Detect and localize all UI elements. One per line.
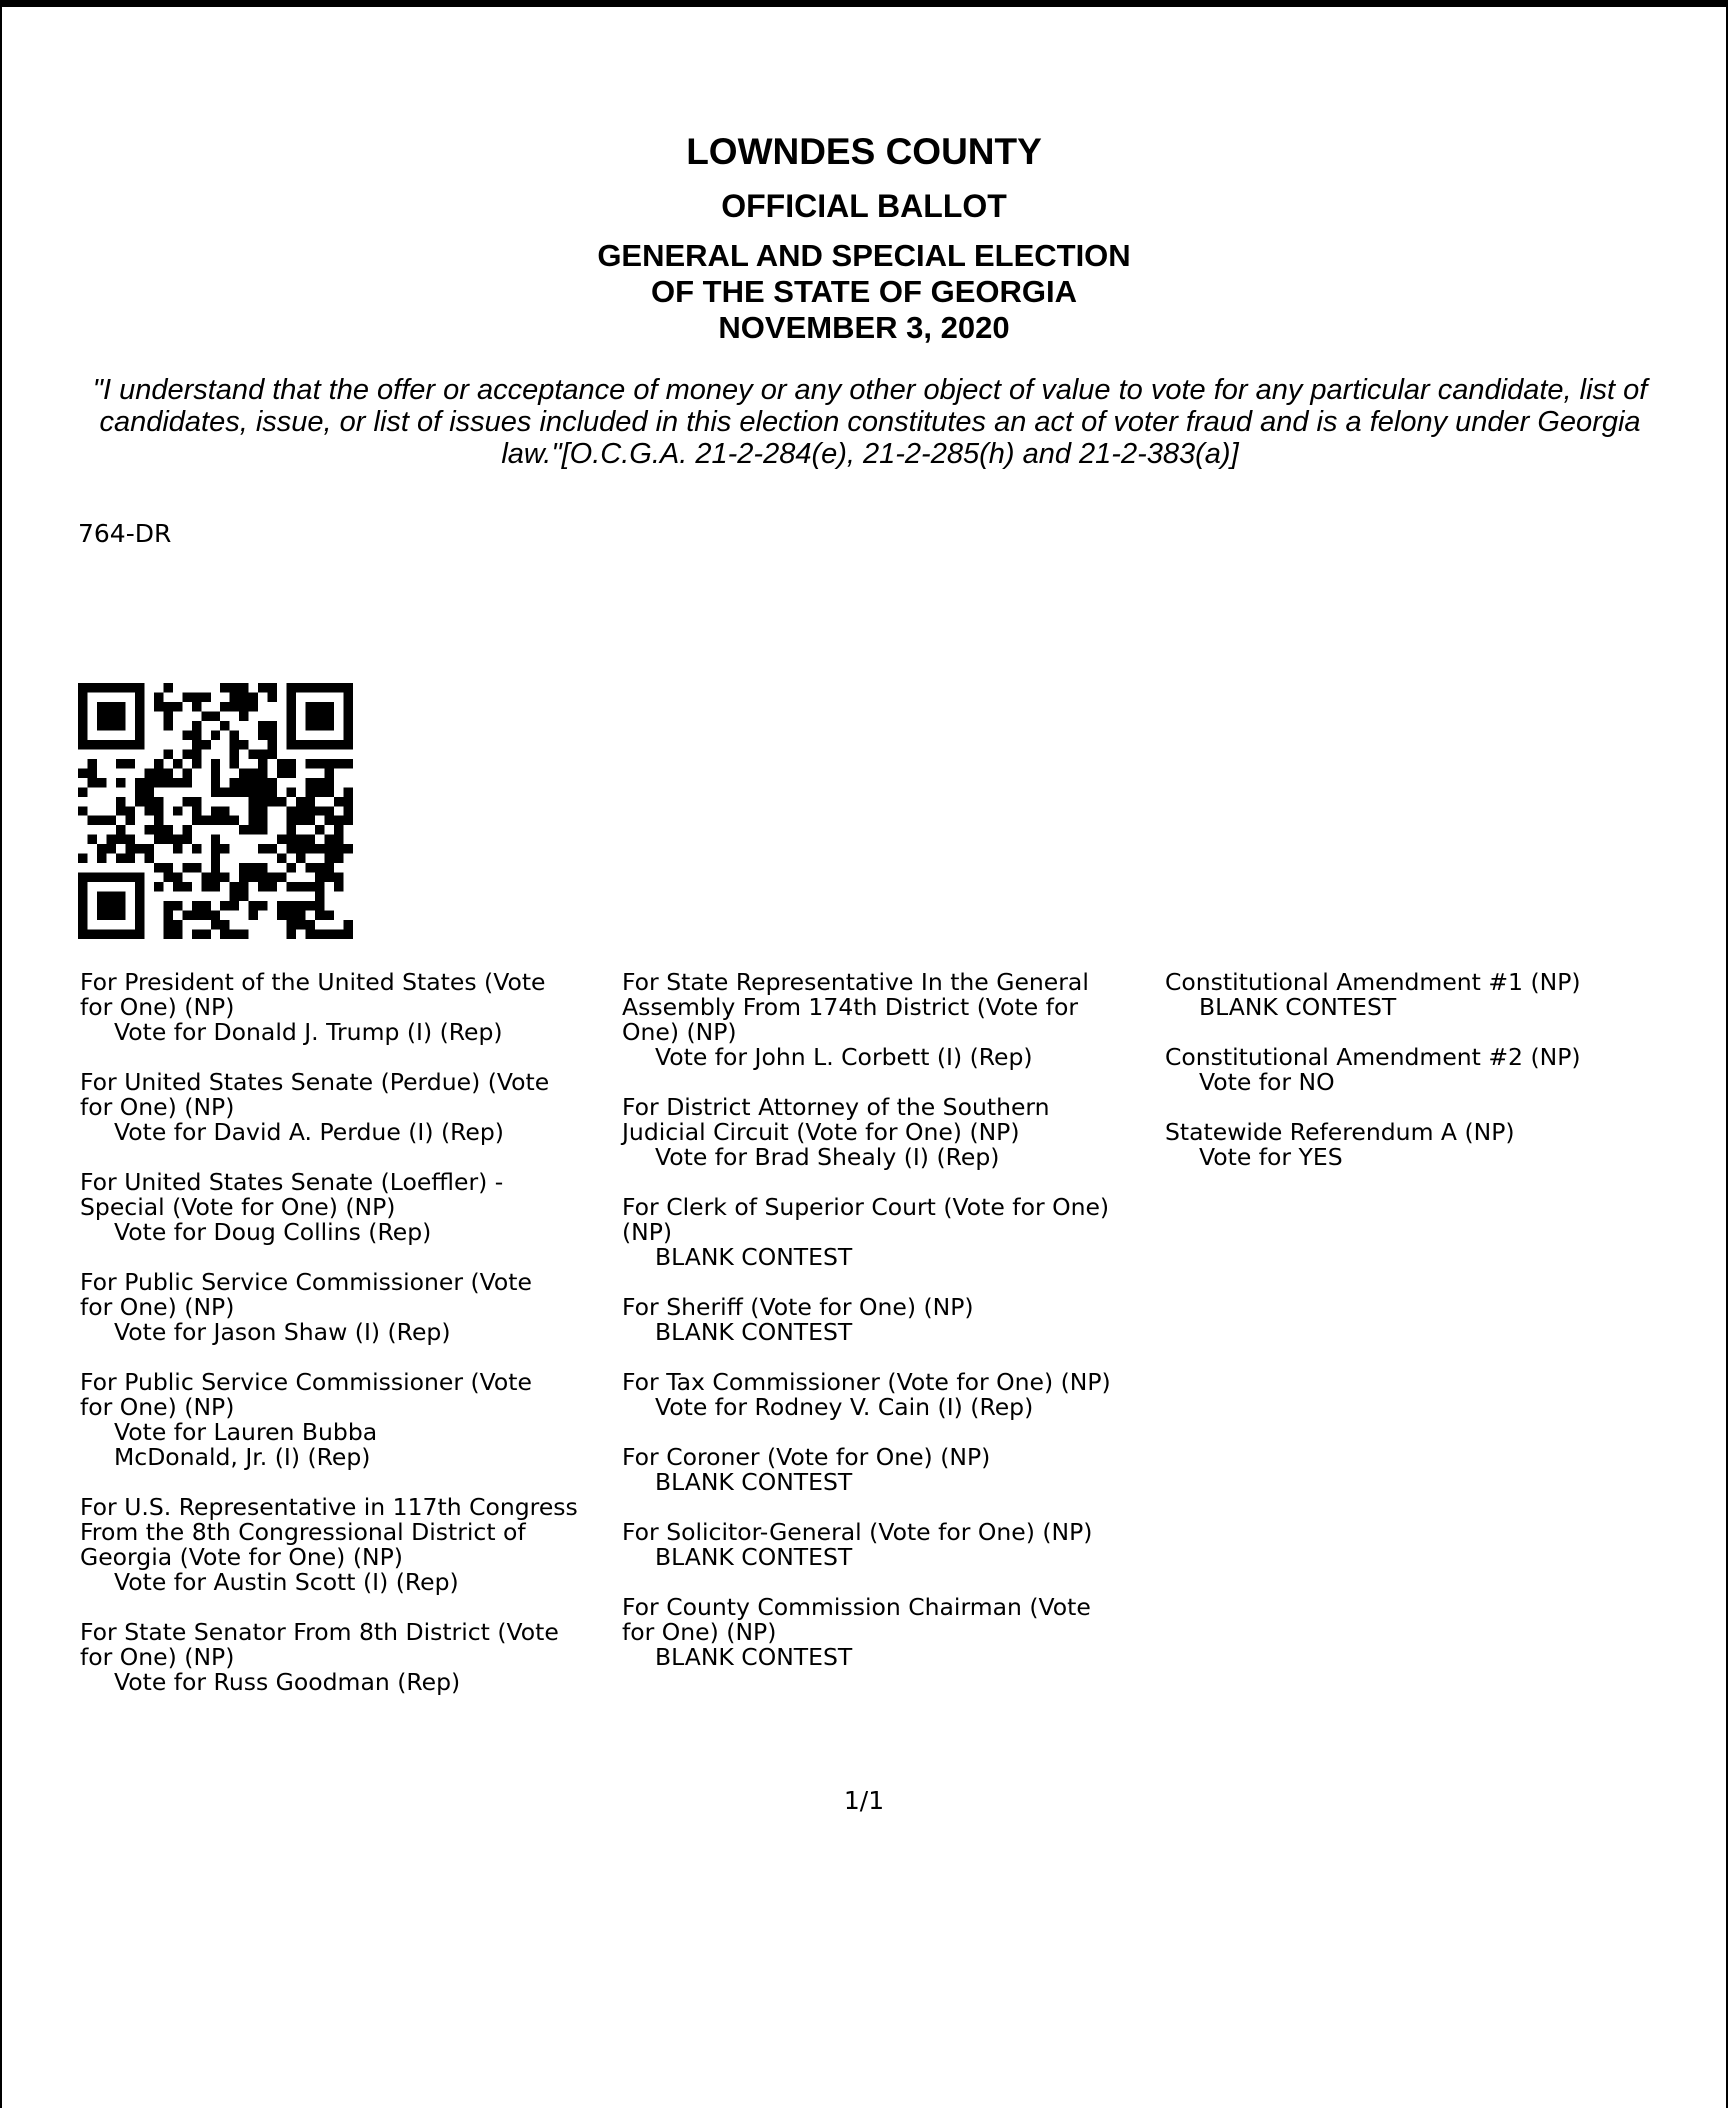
contest-selection: Vote for Rodney V. Cain (I) (Rep): [655, 1393, 1034, 1421]
contest-column-2: [622, 970, 1162, 1695]
contest-title: For U.S. Representative in 117th Congress From the 8th Congressional District of Georgia (Vote for One) (NP): [80, 1493, 578, 1571]
voter-oath: "I understand that the offer or acceptance of money or any other object of value to vote for any particular candidate, list of candidates, issue, or list of issues included in this election constitutes an act of voter fraud and is a felony under Georgia law."[O.C.G.A. 21-2-284(e), 21-2-285(h) and 21-2-383(a)]: [92, 374, 1648, 470]
contest-selection: Vote for Austin Scott (I) (Rep): [114, 1568, 459, 1596]
contest-selection: Vote for Donald J. Trump (I) (Rep): [114, 1018, 503, 1046]
contest: [80, 1370, 610, 1470]
ballot-type: OFFICIAL BALLOT: [721, 188, 1007, 224]
contest-selection: Vote for David A. Perdue (I) (Rep): [114, 1118, 504, 1146]
contest-title: Constitutional Amendment #2 (NP): [1165, 1043, 1581, 1071]
election-line-1: GENERAL AND SPECIAL ELECTION: [597, 238, 1131, 273]
contest-column-3: [1165, 970, 1705, 1195]
contest-selection: BLANK CONTEST: [655, 1543, 853, 1571]
contest-title: For Public Service Commissioner (Vote for One) (NP): [80, 1268, 532, 1321]
contest: [622, 1095, 1162, 1170]
contest: [80, 1070, 610, 1145]
contest: [80, 1620, 610, 1695]
contest-title: For United States Senate (Loeffler) - Special (Vote for One) (NP): [80, 1168, 504, 1221]
contest-title: For United States Senate (Perdue) (Vote for One) (NP): [80, 1068, 550, 1121]
contest-title: For Sheriff (Vote for One) (NP): [622, 1293, 974, 1321]
contest: [622, 1295, 1162, 1345]
contest: [80, 1170, 610, 1245]
contest-title: Constitutional Amendment #1 (NP): [1165, 968, 1581, 996]
contest-column-1: [80, 970, 610, 1720]
contest: [80, 1270, 610, 1345]
contest: [1165, 970, 1705, 1020]
contest-selection: Vote for Jason Shaw (I) (Rep): [114, 1318, 451, 1346]
contest: [622, 1445, 1162, 1495]
ballot-header: [0, 128, 1728, 346]
contest-selection: BLANK CONTEST: [655, 1243, 853, 1271]
contest-selection: BLANK CONTEST: [1199, 993, 1397, 1021]
contest: [1165, 1120, 1705, 1170]
contest-title: For State Representative In the General Assembly From 174th District (Vote for One) (NP): [622, 968, 1089, 1046]
contest-title: For President of the United States (Vote for One) (NP): [80, 968, 546, 1021]
contest-selection: Vote for John L. Corbett (I) (Rep): [655, 1043, 1033, 1071]
contest: [622, 1195, 1162, 1270]
contest-selection: BLANK CONTEST: [655, 1468, 853, 1496]
contest-title: For Tax Commissioner (Vote for One) (NP): [622, 1368, 1111, 1396]
contest-selection: Vote for Russ Goodman (Rep): [114, 1668, 461, 1696]
contest-selection: Vote for NO: [1199, 1068, 1335, 1096]
top-border: [0, 0, 1728, 7]
contest-selection: BLANK CONTEST: [655, 1643, 853, 1671]
contest-title: For State Senator From 8th District (Vote for One) (NP): [80, 1618, 559, 1671]
contest-selection: Vote for YES: [1199, 1143, 1343, 1171]
contest: [80, 1495, 610, 1595]
contest-title: For District Attorney of the Southern Judicial Circuit (Vote for One) (NP): [622, 1093, 1050, 1146]
qr-code-icon: [78, 683, 353, 939]
ballot-style-id: 764-DR: [78, 519, 172, 548]
election-date: NOVEMBER 3, 2020: [718, 310, 1010, 345]
contest-selection: Vote for Doug Collins (Rep): [114, 1218, 432, 1246]
contest-title: For Public Service Commissioner (Vote for One) (NP): [80, 1368, 532, 1421]
county-title: LOWNDES COUNTY: [686, 131, 1042, 172]
contest-title: Statewide Referendum A (NP): [1165, 1118, 1515, 1146]
contest-selection: Vote for Brad Shealy (I) (Rep): [655, 1143, 1000, 1171]
contest-selection: Vote for Lauren Bubba McDonald, Jr. (I) (Rep): [114, 1418, 378, 1471]
contest: [80, 970, 610, 1045]
contest-title: For Solicitor-General (Vote for One) (NP): [622, 1518, 1093, 1546]
page-number: 1/1: [843, 1786, 885, 1815]
election-line-2: OF THE STATE OF GEORGIA: [651, 274, 1077, 309]
contest: [622, 970, 1162, 1070]
contest-title: For Clerk of Superior Court (Vote for One) (NP): [622, 1193, 1110, 1246]
contest: [622, 1595, 1162, 1670]
contest-selection: BLANK CONTEST: [655, 1318, 853, 1346]
contest: [622, 1370, 1162, 1420]
contest: [622, 1520, 1162, 1570]
contest-title: For County Commission Chairman (Vote for One) (NP): [622, 1593, 1091, 1646]
contest: [1165, 1045, 1705, 1095]
contest-title: For Coroner (Vote for One) (NP): [622, 1443, 991, 1471]
